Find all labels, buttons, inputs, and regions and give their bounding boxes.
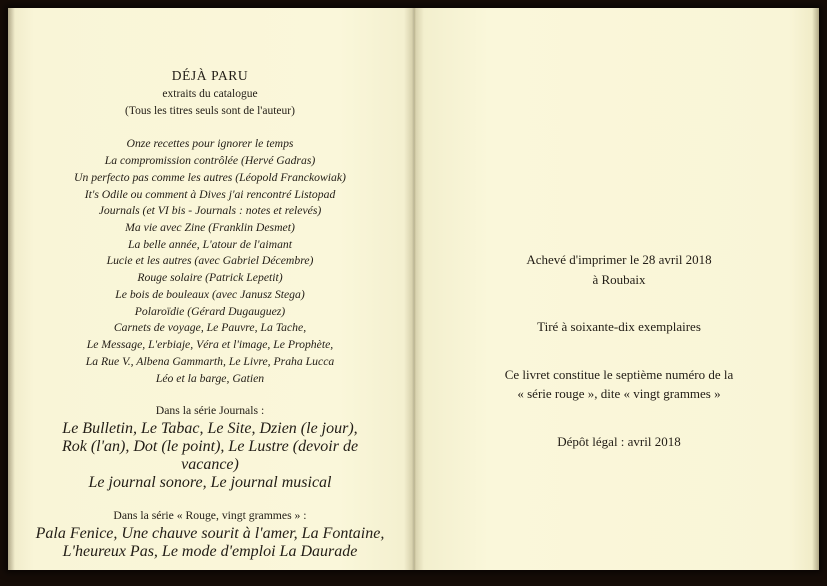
previously-published-section <box>34 68 386 561</box>
list-item: Léo et la barge, Gatien <box>155 371 265 385</box>
left-page-edge <box>8 8 15 570</box>
book-spread <box>8 8 819 570</box>
list-item: Polaroïdie (Gérard Dugauguez) <box>134 304 286 318</box>
list-item: Le Bulletin, Le Tabac, Le Site, Dzien (le jour), <box>62 420 358 438</box>
list-item: Le Message, L'erbiaje, Véra et l'image, Le Prophète, <box>86 338 334 352</box>
printing-place: à Roubaix <box>592 271 646 287</box>
printing-date: Achevé d'imprimer le 28 avril 2018 <box>526 252 712 267</box>
list-item: La belle année, L'atour de l'aimant <box>127 237 293 251</box>
series-journals-list <box>34 420 386 492</box>
legal-deposit: Dépôt légal : avril 2018 <box>557 433 681 449</box>
deja-paru-heading: DÉJÀ PARU <box>171 68 249 83</box>
authorship-note: (Tous les titres seuls sont de l'auteur) <box>125 104 295 117</box>
list-item: La compromission contrôlée (Hervé Gadras) <box>104 154 316 168</box>
list-item: Un perfecto pas comme les autres (Léopold Franckowiak) <box>74 170 346 184</box>
series-rouge-title: Dans la série « Rouge, vingt grammes » : <box>113 509 307 523</box>
list-item: It's Odile ou comment à Dives j'ai rencontré Listopad <box>84 187 336 201</box>
colophon-section <box>444 250 794 451</box>
list-item: Le bois de bouleaux (avec Janusz Stega) <box>115 287 305 301</box>
series-note <box>444 365 794 404</box>
list-item: Rouge solaire (Patrick Lepetit) <box>137 271 283 285</box>
list-item: Ma vie avec Zine (Franklin Desmet) <box>125 221 295 235</box>
series-journals-title: Dans la série Journals : <box>155 404 265 418</box>
list-item: Lucie et les autres (avec Gabriel Décembre) <box>106 254 314 268</box>
list-item: Carnets de voyage, Le Pauvre, La Tache, <box>113 321 307 335</box>
list-item: Rok (l'an), Dot (le point), Le Lustre (devoir de vacance) <box>61 438 359 474</box>
list-item: L'heureux Pas, Le mode d'emploi La Daurade <box>62 542 358 560</box>
list-item: La Rue V., Albena Gammarth, Le Livre, Praha Lucca <box>85 354 335 368</box>
print-run: Tiré à soixante-dix exemplaires <box>537 319 701 334</box>
right-page-edge <box>812 8 819 570</box>
series-note-line-2: « série rouge », dite « vingt grammes » <box>517 386 721 401</box>
series-rouge-list <box>34 525 386 561</box>
printing-statement <box>444 250 794 289</box>
list-item: Journals (et VI bis - Journals : notes et relevés) <box>98 204 322 218</box>
main-title-list <box>34 136 386 387</box>
catalogue-subheading: extraits du catalogue <box>162 88 258 100</box>
list-item: Le journal sonore, Le journal musical <box>88 474 332 492</box>
list-item: Pala Fenice, Une chauve sourit à l'amer, La Fontaine, <box>35 524 385 542</box>
list-item: Onze recettes pour ignorer le temps <box>126 137 294 151</box>
series-note-line-1: Ce livret constitue le septième numéro de la <box>504 366 734 382</box>
